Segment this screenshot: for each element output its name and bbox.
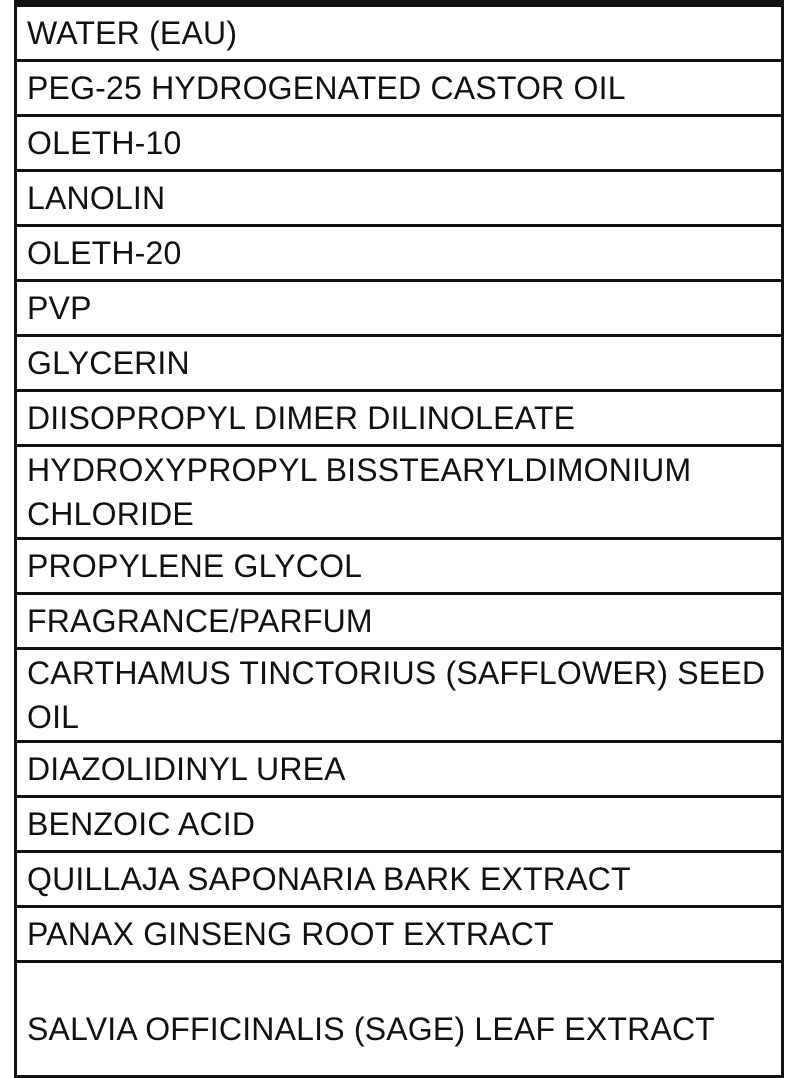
table-row — [16, 61, 783, 116]
ingredient-cell: PEG-25 HYDROGENATED CASTOR OIL — [16, 61, 783, 116]
ingredient-cell: BENZOIC ACID — [16, 797, 783, 852]
ingredient-cell: PANAX GINSENG ROOT EXTRACT — [16, 907, 783, 962]
table-row — [16, 446, 783, 539]
table-row — [16, 649, 783, 742]
table-row — [16, 962, 783, 1077]
ingredient-cell: WATER (EAU) — [16, 6, 783, 61]
ingredient-list-table — [14, 4, 784, 1078]
table-row — [16, 797, 783, 852]
ingredient-cell: FRAGRANCE/PARFUM — [16, 594, 783, 649]
ingredient-cell: OLETH-20 — [16, 226, 783, 281]
table-row — [16, 391, 783, 446]
table-row — [16, 6, 783, 61]
ingredient-cell: SALVIA OFFICINALIS (SAGE) LEAF EXTRACT — [16, 962, 783, 1077]
table-row — [16, 594, 783, 649]
ingredient-cell: HYDROXYPROPYL BISSTEARYLDIMONIUM CHLORIDE — [16, 446, 783, 539]
table-row — [16, 742, 783, 797]
ingredient-cell: GLYCERIN — [16, 336, 783, 391]
table-row — [16, 171, 783, 226]
table-row — [16, 539, 783, 594]
ingredient-cell: OLETH-10 — [16, 116, 783, 171]
ingredient-cell: LANOLIN — [16, 171, 783, 226]
table-row — [16, 907, 783, 962]
ingredient-cell: QUILLAJA SAPONARIA BARK EXTRACT — [16, 852, 783, 907]
table-row — [16, 281, 783, 336]
ingredient-cell: DIAZOLIDINYL UREA — [16, 742, 783, 797]
ingredient-cell: CARTHAMUS TINCTORIUS (SAFFLOWER) SEED OIL — [16, 649, 783, 742]
table-row — [16, 226, 783, 281]
ingredient-cell: DIISOPROPYL DIMER DILINOLEATE — [16, 391, 783, 446]
ingredient-cell: PVP — [16, 281, 783, 336]
table-row — [16, 336, 783, 391]
table-row — [16, 116, 783, 171]
table-row — [16, 852, 783, 907]
ingredient-cell: PROPYLENE GLYCOL — [16, 539, 783, 594]
